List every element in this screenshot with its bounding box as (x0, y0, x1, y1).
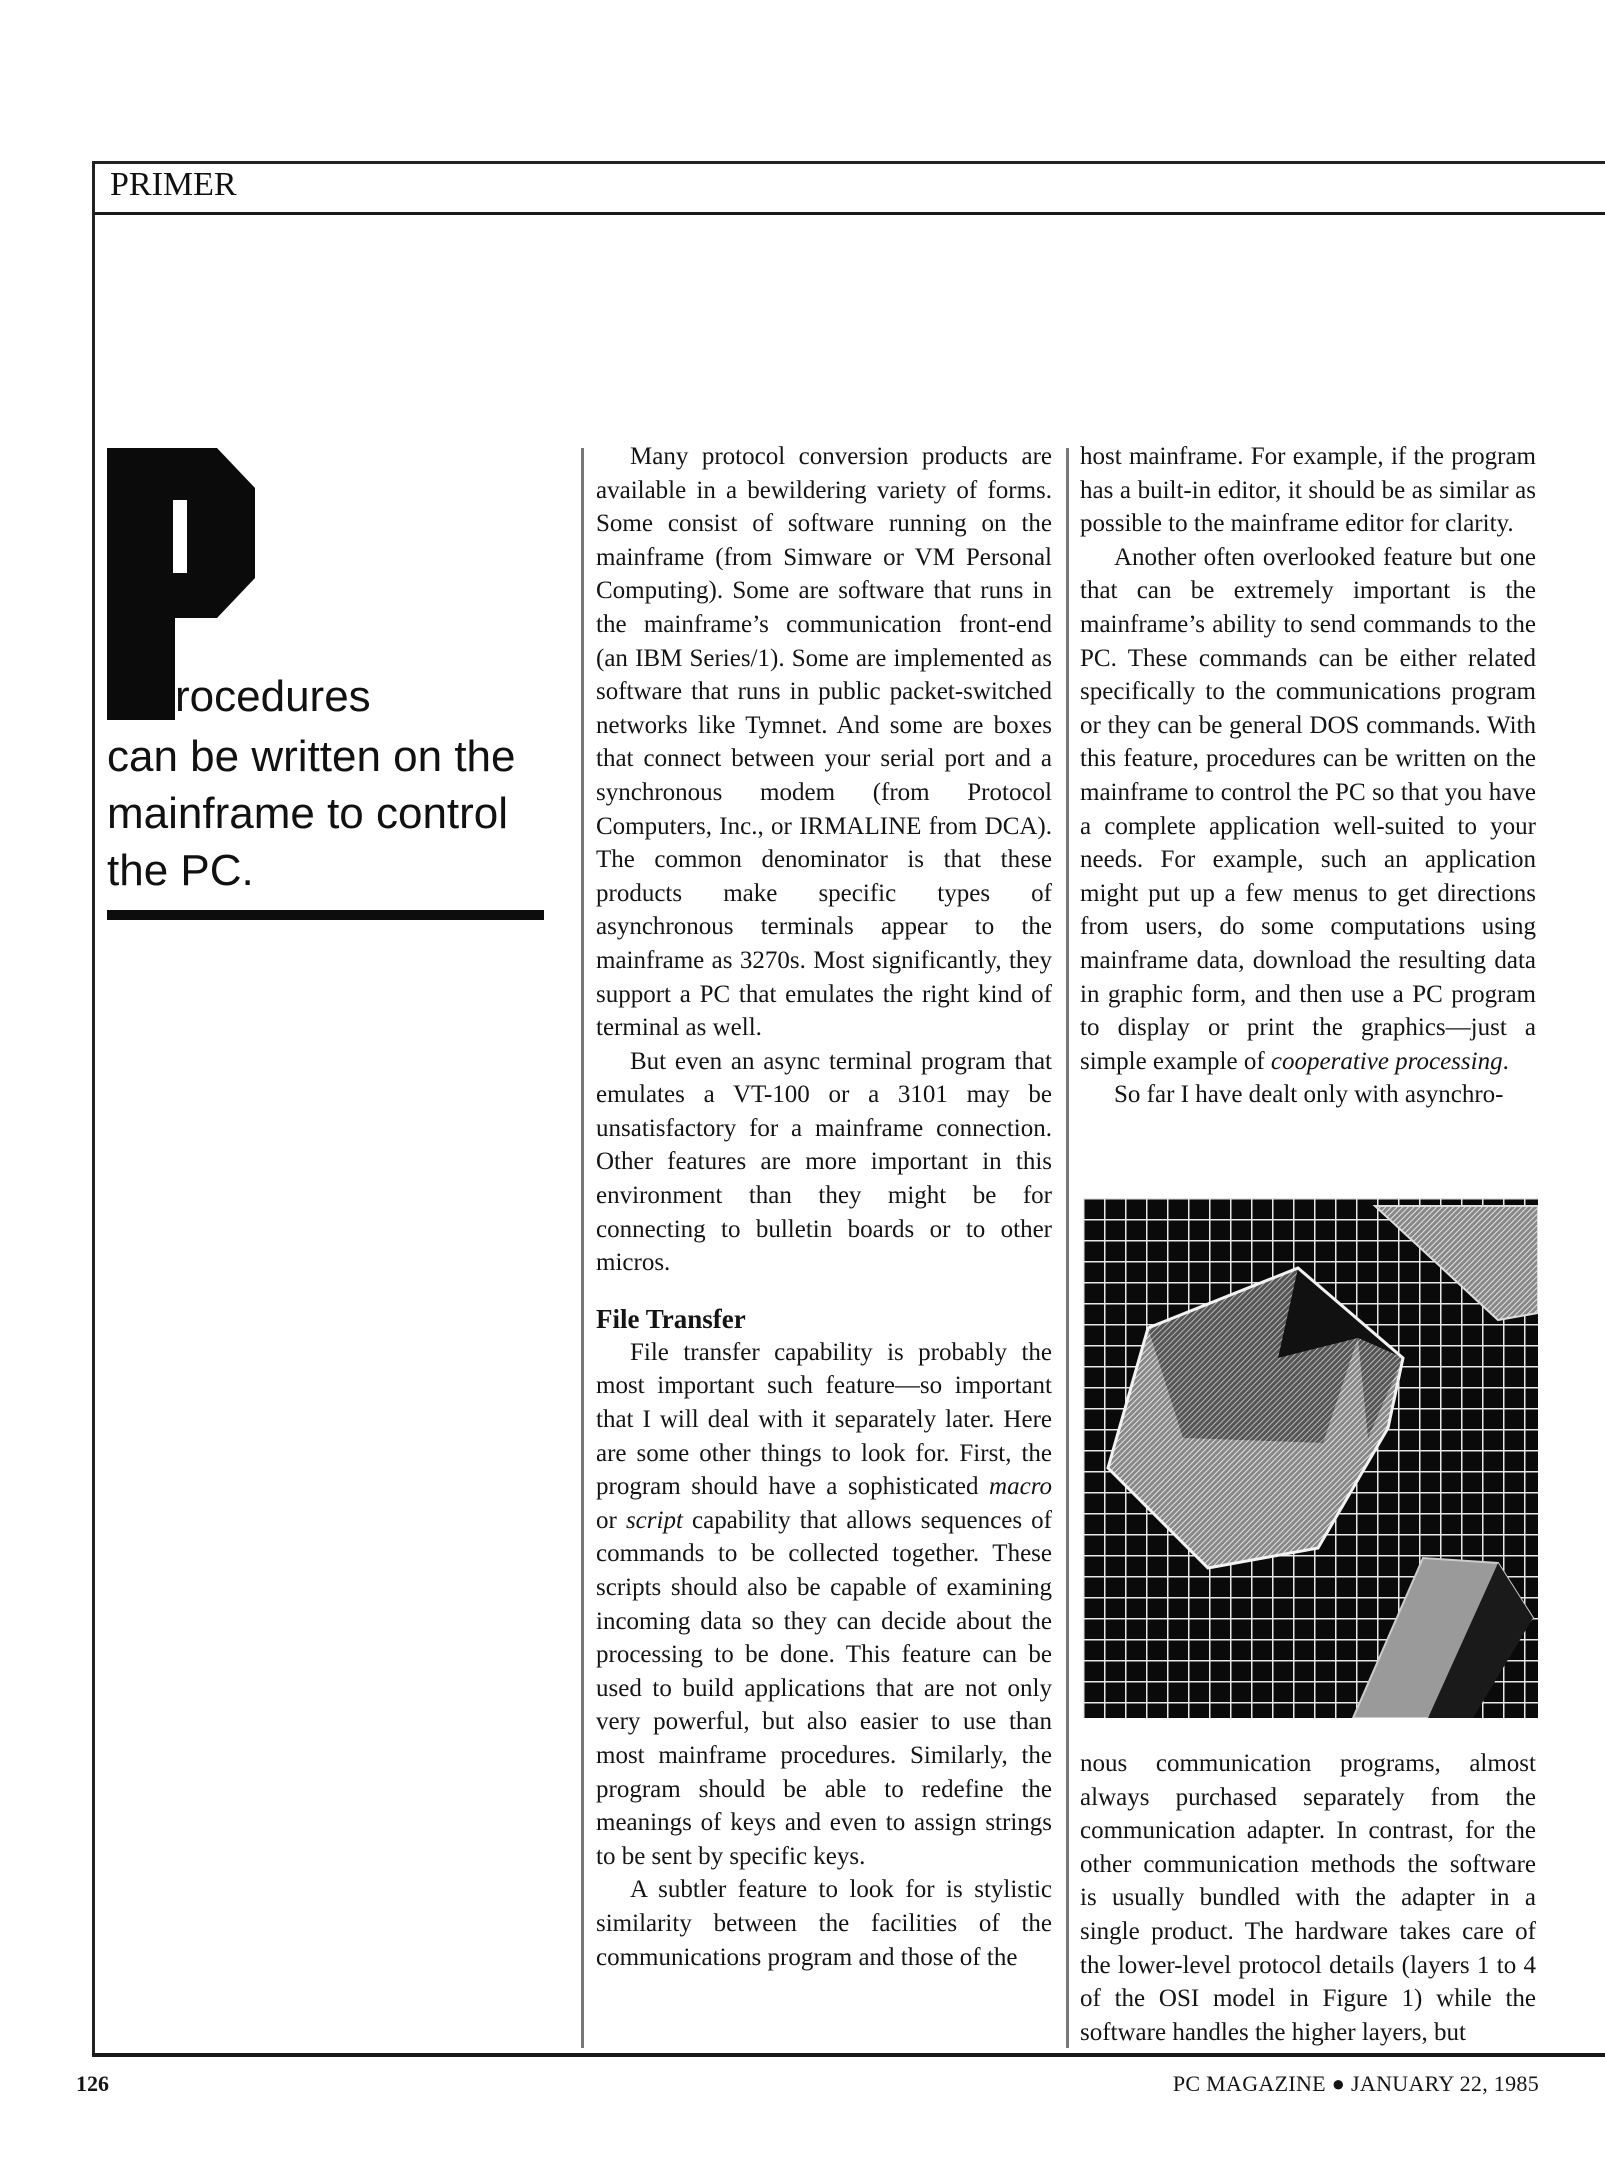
article-column-2-top (1080, 440, 1536, 1112)
pull-quote-text: can be written on the mainframe to control the PC. (107, 732, 516, 895)
article-column-2-bottom (1080, 1747, 1536, 2049)
paragraph: Many protocol conversion products are available in a bewildering variety of forms. Some consist of software running on the mainframe (from Simware or VM Personal Computing). Some are software that runs in the mainframe’s communication front-end (an IBM Series/1). Some are implemented as software that runs in public packet-switched networks like Tymnet. And some are boxes that connect between your serial port and a synchronous modem (from Protocol Computers, Inc., or IRMALINE from DCA). The common denominator is that these products make specific types of asynchronous terminals appear to the mainframe as 3270s. Most significantly, they support a PC that emulates the right kind of terminal as well. (596, 443, 1052, 1042)
section-label: PRIMER (110, 166, 237, 203)
page-frame-left-rule (92, 161, 95, 2056)
pull-quote-first-line: rocedures (175, 672, 371, 721)
paragraph: But even an async terminal program that emulates a VT-100 or a 3101 may be unsatisfactory for a mainframe connection. Other features are more important in this environment than they might be for connecting to bulletin boards or to other micros. (596, 1047, 1052, 1277)
section-header-rule (92, 212, 1605, 215)
page-frame-bottom-rule (92, 2053, 1605, 2057)
column-rule-left (581, 448, 584, 2048)
paragraph: So far I have dealt only with asynchro- (1114, 1081, 1504, 1109)
page-number: 126 (76, 2071, 109, 2096)
article-column-1 (596, 440, 1052, 1974)
paragraph: Another often overlooked feature but one that can be extremely important is the mainframe’s ability to send commands to the PC. These commands can be either related specifically to the communications program or they can be general DOS commands. With this feature, procedures can be written on the mainframe to control the PC so that you have a complete application well-suited to your needs. For example, such an application might put up a few menus to get directions from users, do some computations using mainframe data, download the resulting data in graphic form, and then use a PC program to display or print the graphics—just a simple example of cooperative processing. (1080, 543, 1536, 1075)
paragraph: A subtler feature to look for is stylistic similarity between the facilities of the communications program and those of the (596, 1876, 1052, 1971)
column-rule-right (1066, 448, 1069, 2048)
illustration-icosahedron-figure (1083, 1198, 1538, 1718)
publication-footer: PC MAGAZINE ● JANUARY 22, 1985 (1172, 2071, 1539, 2096)
subheading-file-transfer: File Transfer (596, 1303, 746, 1334)
paragraph: host mainframe. For example, if the program has a built-in editor, it should be as similar as possible to the mainframe editor for clarity. (1080, 443, 1536, 538)
paragraph: File transfer capability is probably the most important such feature—so important that I will deal with it separately later. Here are some other things to look for. First, the program should have a sophisticated macro or script capability that allows sequences of commands to be collected together. These scripts should also be capable of examining incoming data so they can decide about the processing to be done. This feature can be used to build applications that are not only very powerful, but also easier to use than most mainframe procedures. Similarly, the program should be able to redefine the meanings of keys and even to assign strings to be sent by specific keys. (596, 1338, 1053, 1870)
paragraph: nous communication programs, almost always purchased separately from the communication adapter. In contrast, for the other communication methods the software is usually bundled with the adapter in a single product. The hardware takes care of the lower-level protocol details (layers 1 to 4 of the OSI model in Figure 1) while the software handles the higher layers, but (1080, 1750, 1536, 2046)
page-frame-top-rule (92, 161, 1605, 164)
pull-quote-rule (107, 910, 544, 920)
